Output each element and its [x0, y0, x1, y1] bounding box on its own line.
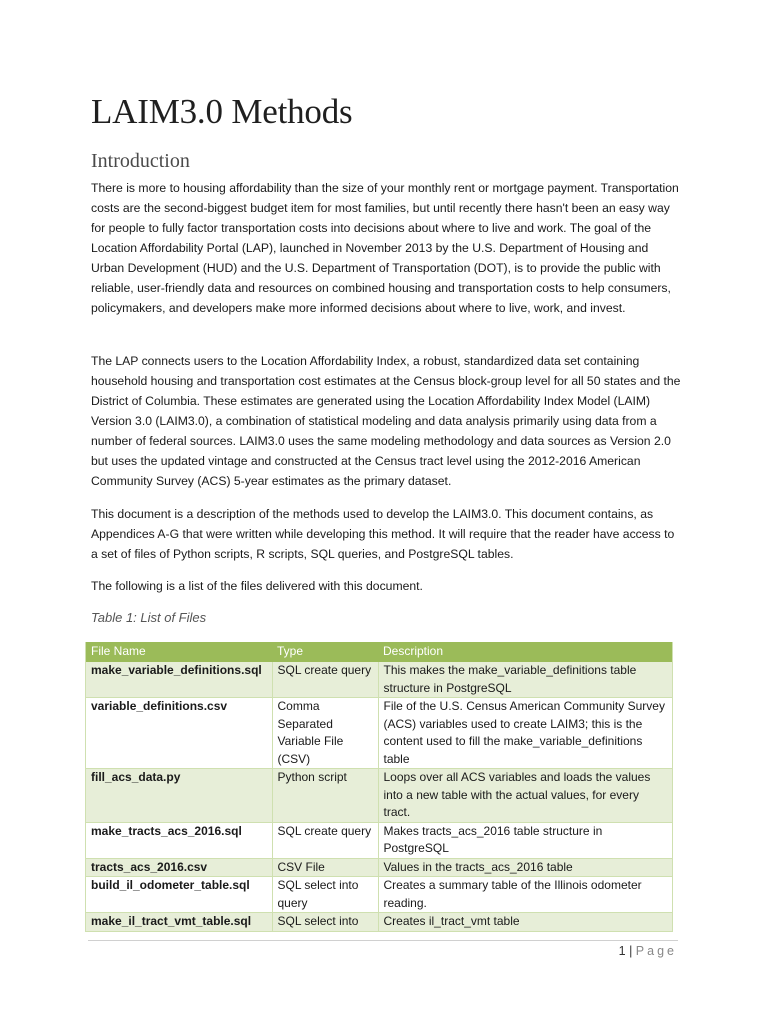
table-caption: Table 1: List of Files	[91, 610, 207, 625]
header-description: Description	[378, 642, 673, 662]
table-row	[86, 858, 673, 877]
header-type: Type	[272, 642, 378, 662]
page-number: 1	[618, 944, 626, 958]
intro-paragraph-2: The LAP connects users to the Location Affordability Index, a robust, standardized data set containing household housing and transportation cost estimates at the Census block-group level for all 50 states and the District of Columbia. These estimates are generated using the Location Affordability Index Model (LAIM) Version 3.0 (LAIM3.0), a combination of statistical modeling and data analysis primarily using data from a number of federal sources. LAIM3.0 uses the same modeling methodology and data sources as Version 2.0 but uses the updated vintage and constructed at the Census tract level using the 2012-2016 American Community Survey (ACS) 5-year estimates as the primary dataset.	[91, 354, 681, 488]
header-file-name: File Name	[86, 642, 273, 662]
table-row	[86, 913, 673, 932]
type-cell: SQL select into	[272, 913, 378, 932]
file-name-cell: make_tracts_acs_2016.sql	[86, 822, 273, 858]
description-cell: Values in the tracts_acs_2016 table	[378, 858, 673, 877]
page-separator: |	[629, 944, 633, 958]
type-cell: SQL select into query	[272, 877, 378, 913]
file-name-cell: tracts_acs_2016.csv	[86, 858, 273, 877]
table-row	[86, 877, 673, 913]
table-header-row	[86, 642, 673, 662]
file-name-cell: build_il_odometer_table.sql	[86, 877, 273, 913]
description-cell: Creates il_tract_vmt table	[378, 913, 673, 932]
table-row	[86, 698, 673, 769]
file-name-cell: make_il_tract_vmt_table.sql	[86, 913, 273, 932]
description-cell: File of the U.S. Census American Community Survey (ACS) variables used to create LAIM3; this is the content used to fill the make_variable_definitions table	[378, 698, 673, 769]
description-cell: Loops over all ACS variables and loads the values into a new table with the actual values, for every tract.	[378, 769, 673, 823]
description-cell: This makes the make_variable_definitions table structure in PostgreSQL	[378, 662, 673, 698]
table-row	[86, 822, 673, 858]
section-heading: Introduction	[91, 150, 190, 172]
footer-divider	[88, 940, 678, 941]
intro-paragraph-4: The following is a list of the files delivered with this document.	[91, 579, 423, 593]
page-label: Page	[635, 944, 677, 958]
document-title: LAIM3.0 Methods	[91, 92, 353, 131]
type-cell: SQL create query	[272, 822, 378, 858]
intro-paragraph-1: There is more to housing affordability than the size of your monthly rent or mortgage payment. Transportation costs are the second-biggest budget item for most families, but until recently there hasn't been an easy way for people to fully factor transportation costs into decisions about where to live and work. The goal of the Location Affordability Portal (LAP), launched in November 2013 by the U.S. Department of Housing and Urban Development (HUD) and the U.S. Department of Transportation (DOT), is to provide the public with reliable, user-friendly data and resources on combined housing and transportation costs to help consumers, policymakers, and developers make more informed decisions about where to live, work, and invest.	[91, 181, 679, 315]
file-name-cell: make_variable_definitions.sql	[86, 662, 273, 698]
file-name-cell: variable_definitions.csv	[86, 698, 273, 769]
table-row	[86, 662, 673, 698]
description-cell: Creates a summary table of the Illinois odometer reading.	[378, 877, 673, 913]
files-table	[85, 642, 673, 932]
file-name-cell: fill_acs_data.py	[86, 769, 273, 823]
type-cell: Python script	[272, 769, 378, 823]
page-footer	[619, 944, 677, 958]
intro-paragraph-3: This document is a description of the methods used to develop the LAIM3.0. This document contains, as Appendices A-G that were written while developing this method. It will require that the reader have access to a set of files of Python scripts, R scripts, SQL queries, and PostgreSQL tables.	[91, 507, 675, 561]
type-cell: Comma Separated Variable File (CSV)	[272, 698, 378, 769]
type-cell: SQL create query	[272, 662, 378, 698]
table-row	[86, 769, 673, 823]
description-cell: Makes tracts_acs_2016 table structure in PostgreSQL	[378, 822, 673, 858]
type-cell: CSV File	[272, 858, 378, 877]
